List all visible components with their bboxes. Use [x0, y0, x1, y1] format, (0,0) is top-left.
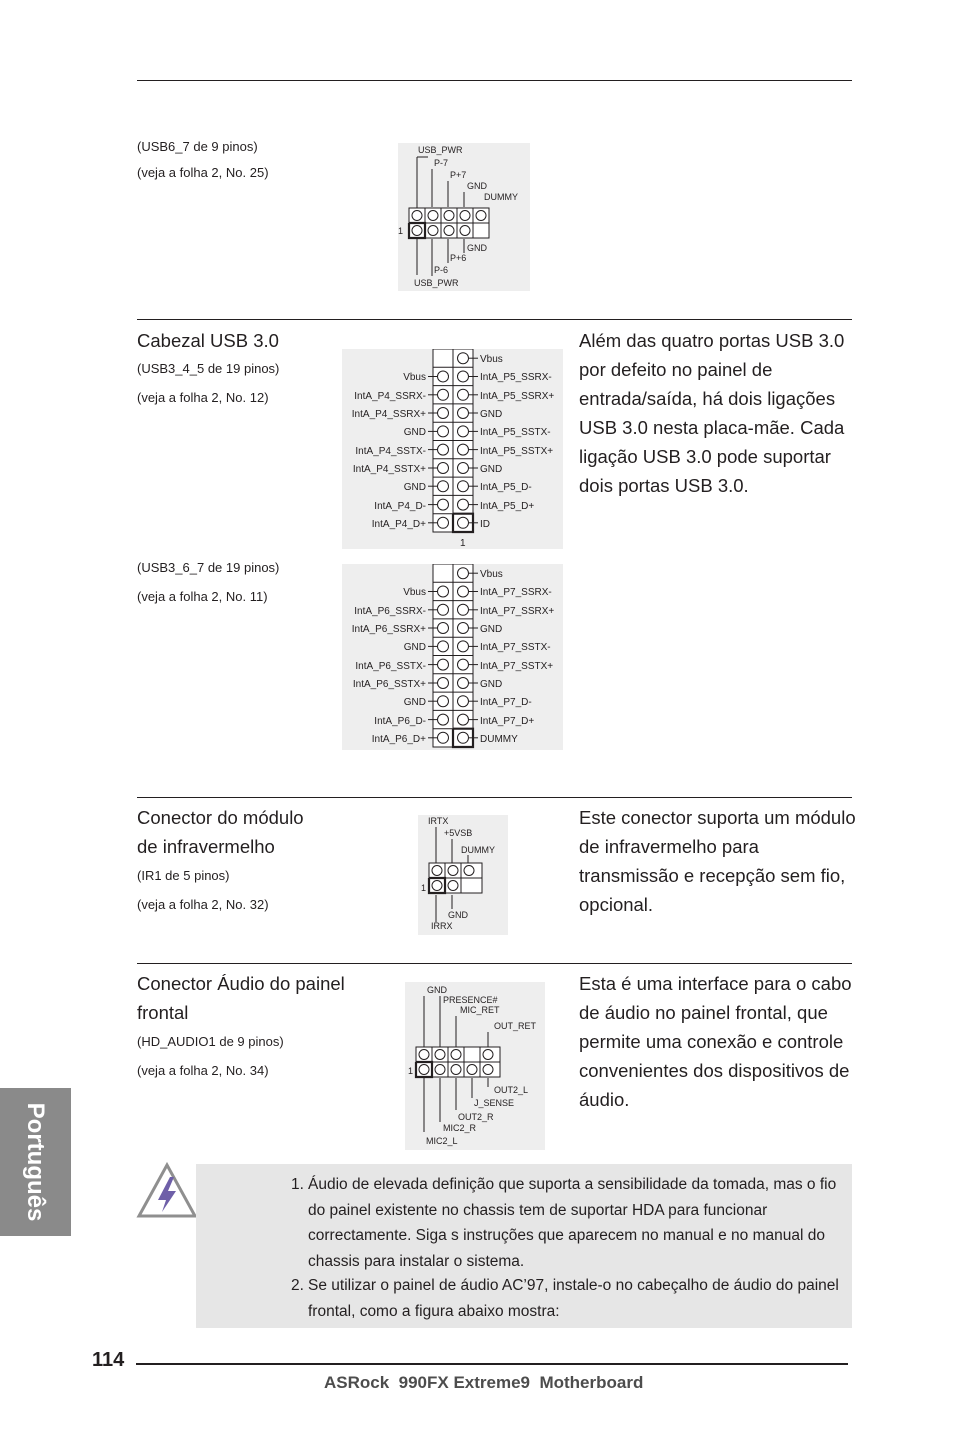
audio-title-line2: frontal	[137, 1002, 189, 1023]
ir-title-line2: de infravermelho	[137, 836, 275, 857]
section-rule-usb3	[137, 319, 852, 320]
ir-description: Este conector suporta um módulo de infravermelho para transmissão e recepção sem fio, opcional.	[579, 807, 856, 915]
usb3-header-b-diagram	[342, 564, 563, 750]
usb3a-left-pin-8: IntA_P4_D-	[374, 501, 426, 512]
language-tab-label: Português	[22, 1102, 49, 1222]
audio-header-diagram	[405, 982, 545, 1150]
usb3a-right-pin-4: GND	[480, 409, 503, 420]
usb2-usb-pwr-label: USB_PWR	[418, 145, 463, 155]
usb3a-left-pin-2: IntA_P4_SSRX-	[354, 391, 426, 402]
usb3a-left-pin-5: IntA_P4_SSTX-	[355, 446, 426, 457]
usb3-pins-label-b: (USB3_6_7 de 19 pinos)	[137, 560, 280, 575]
usb2-gnd-bottom-label: GND	[467, 243, 487, 253]
ir-irtx-label: IRTX	[428, 816, 449, 826]
audio-title-line1: Conector Áudio do painel	[137, 973, 345, 994]
audio-j-sense-label: J_SENSE	[474, 1098, 515, 1108]
usb3a-right-pin-2: IntA_P5_SSRX-	[480, 372, 552, 383]
note-item-number: 1.	[291, 1176, 304, 1193]
usb3b-right-pin-8: IntA_P7_D-	[480, 697, 532, 708]
ir-5vsb-label: +5VSB	[444, 828, 473, 838]
usb3b-right-pin-7: GND	[480, 679, 503, 690]
usb2-pin1-label: 1	[398, 226, 404, 236]
ir-gnd-label: GND	[448, 910, 468, 920]
note-box	[196, 1164, 852, 1328]
section-rule-audio	[137, 963, 852, 964]
audio-presence-label: PRESENCE#	[443, 995, 498, 1005]
usb3a-right-pin-6: IntA_P5_SSTX+	[480, 446, 554, 457]
ir-irrx-label: IRRX	[431, 921, 453, 931]
usb2-gnd-top-label: GND	[467, 181, 487, 191]
ir-ref: (veja a folha 2, No. 32)	[137, 897, 269, 912]
usb3a-left-pin-3: IntA_P4_SSRX+	[351, 409, 426, 420]
usb2-pins-label: (USB6_7 de 9 pinos)	[137, 139, 258, 154]
audio-out2-r-label: OUT2_R	[458, 1112, 494, 1122]
ir-dummy-label: DUMMY	[461, 845, 495, 855]
ir-header-diagram	[418, 815, 508, 935]
note-item	[291, 1273, 848, 1324]
audio-mic-ret-label: MIC_RET	[460, 1005, 500, 1015]
usb3b-left-pin-5: IntA_P6_SSTX-	[355, 661, 426, 672]
usb3-ref-b: (veja a folha 2, No. 11)	[137, 589, 268, 604]
usb2-p-6-label: P-6	[434, 265, 449, 275]
usb3b-right-pin-1: Vbus	[480, 569, 503, 580]
usb3b-right-pin-5: IntA_P7_SSTX-	[480, 642, 551, 653]
note-item-number: 2.	[291, 1277, 304, 1294]
usb3b-right-pin-2: IntA_P7_SSRX-	[480, 587, 552, 598]
audio-out-ret-label: OUT_RET	[494, 1021, 537, 1031]
audio-gnd-label: GND	[427, 985, 447, 995]
usb3-description: Além das quatro portas USB 3.0 por defeito no painel de entrada/saída, há dois ligações USB 3.0 nesta placa-mãe. Cada ligação USB 3.0 pode suportar dois portas USB 3.0.	[579, 330, 845, 496]
usb3a-right-pin-1: Vbus	[480, 354, 503, 365]
usb3b-left-pin-3: IntA_P6_SSRX+	[351, 624, 426, 635]
usb3a-right-pin-10: ID	[480, 519, 490, 530]
note-item-text: Se utilizar o painel de áudio AC’97, instale-o no cabeçalho de áudio do painel frontal, como a figura abaixo mostra:	[308, 1277, 839, 1320]
usb3a-right-pin-3: IntA_P5_SSRX+	[480, 391, 555, 402]
usb3-header-a-diagram	[342, 349, 563, 549]
footer-product-name: ASRock 990FX Extreme9 Motherboard	[324, 1373, 644, 1392]
usb3b-left-pin-9: IntA_P6_D+	[371, 734, 426, 745]
usb3a-left-pin-9: IntA_P4_D+	[371, 519, 426, 530]
usb2-p-7-label: P-7	[434, 158, 449, 168]
language-tab	[0, 1088, 71, 1236]
usb3a-left-pin-4: GND	[403, 427, 426, 438]
usb3a-right-pin-9: IntA_P5_D+	[480, 501, 535, 512]
usb3b-left-pin-2: IntA_P6_SSRX-	[354, 606, 426, 617]
usb3b-left-pin-8: IntA_P6_D-	[374, 716, 426, 727]
audio-ref: (veja a folha 2, No. 34)	[137, 1063, 269, 1078]
footer-rule	[136, 1363, 848, 1365]
note-item-text: Áudio de elevada definição que suporta a sensibilidade da tomada, mas o fio do painel existente no chassis tem de suportar HDA para funcionar correctamente. Siga s instruções que aparecem no manual e no manual do chassis para instalar o sistema.	[308, 1176, 837, 1270]
usb2-usb-pwr-bottom-label: USB_PWR	[414, 278, 459, 288]
audio-pin1-label: 1	[408, 1066, 414, 1076]
section-rule-ir	[137, 797, 852, 798]
page-number: 114	[92, 1349, 125, 1371]
usb3-ref-a: (veja a folha 2, No. 12)	[137, 390, 269, 405]
audio-description: Esta é uma interface para o cabo de áudio no painel frontal, que permite uma conexão e controle convenientes dos dispositivos de áudio.	[579, 973, 852, 1110]
usb3-pins-label-a: (USB3_4_5 de 19 pinos)	[137, 361, 280, 376]
usb3b-right-pin-6: IntA_P7_SSTX+	[480, 661, 554, 672]
usb3-title: Cabezal USB 3.0	[137, 330, 279, 351]
usb2-p+7-label: P+7	[450, 170, 467, 180]
usb3b-left-pin-7: GND	[403, 697, 426, 708]
usb2-ref: (veja a folha 2, No. 25)	[137, 165, 269, 180]
warning-icon	[136, 1162, 198, 1220]
ir-title-line1: Conector do módulo	[137, 807, 304, 828]
usb2-header-diagram	[398, 143, 530, 291]
usb3b-right-pin-9: IntA_P7_D+	[480, 716, 535, 727]
usb3a-right-pin-7: GND	[480, 464, 503, 475]
ir-pins-label: (IR1 de 5 pinos)	[137, 868, 230, 883]
audio-mic2-r-label: MIC2_R	[443, 1123, 477, 1133]
usb3b-left-pin-4: GND	[403, 642, 426, 653]
audio-out2-l-label: OUT2_L	[494, 1085, 529, 1095]
usb3a-right-pin-5: IntA_P5_SSTX-	[480, 427, 551, 438]
usb3a-left-pin-7: GND	[403, 482, 426, 493]
usb3a-left-pin-6: IntA_P4_SSTX+	[352, 464, 426, 475]
top-rule	[137, 80, 852, 81]
usb3b-left-pin-6: IntA_P6_SSTX+	[352, 679, 426, 690]
ir-pin1-label: 1	[421, 883, 427, 893]
usb3b-left-pin-1: Vbus	[403, 587, 426, 598]
note-item	[291, 1172, 848, 1274]
usb3b-right-pin-10: DUMMY	[480, 734, 518, 745]
usb3a-pin1-label: 1	[460, 538, 466, 549]
usb2-p+6-label: P+6	[450, 253, 467, 263]
usb3b-right-pin-4: GND	[480, 624, 503, 635]
usb2-dummy-label: DUMMY	[484, 192, 518, 202]
audio-mic2-l-label: MIC2_L	[426, 1136, 458, 1146]
audio-pins-label: (HD_AUDIO1 de 9 pinos)	[137, 1034, 284, 1049]
usb3b-right-pin-3: IntA_P7_SSRX+	[480, 606, 555, 617]
usb3a-left-pin-1: Vbus	[403, 372, 426, 383]
usb3a-right-pin-8: IntA_P5_D-	[480, 482, 532, 493]
